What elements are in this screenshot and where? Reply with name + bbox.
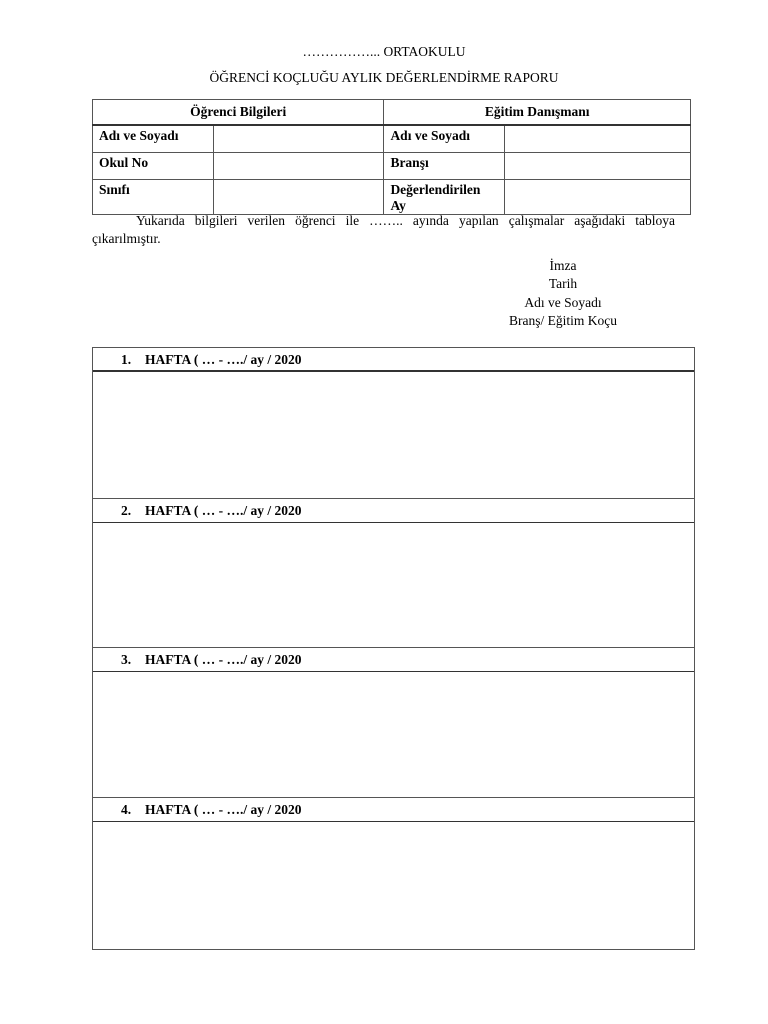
advisor-name-field[interactable]	[505, 125, 691, 153]
week-label: HAFTA ( … - …./ ay / 2020	[145, 503, 302, 518]
week-2-box	[92, 498, 695, 648]
school-name: ……………... ORTAOKULU	[302, 44, 466, 59]
week-label: HAFTA ( … - …./ ay / 2020	[145, 352, 302, 367]
signer-branch-label: Branş/ Eğitim Koçu	[509, 313, 617, 328]
advisor-header: Eğitim Danışmanı	[384, 100, 691, 126]
table-row	[93, 153, 691, 180]
school-no-label: Okul No	[93, 153, 214, 180]
week-number: 2.	[121, 503, 132, 518]
week-1-box	[92, 347, 695, 499]
evaluated-month-label: Değerlendirilen Ay	[384, 180, 505, 215]
week-2-header	[93, 499, 694, 523]
student-info-table	[92, 99, 691, 215]
table-row	[93, 125, 691, 153]
evaluated-month-field[interactable]	[505, 180, 691, 215]
week-number: 1.	[121, 352, 132, 367]
week-4-box	[92, 797, 695, 950]
week-label: HAFTA ( … - …./ ay / 2020	[145, 652, 302, 667]
week-3-box	[92, 647, 695, 798]
table-row	[93, 180, 691, 215]
branch-label: Branşı	[384, 153, 505, 180]
info-table-header	[93, 100, 691, 126]
student-name-field[interactable]	[213, 125, 384, 153]
school-no-field[interactable]	[213, 153, 384, 180]
intro-paragraph: Yukarıda bilgileri verilen öğrenci ile …….. ayında yapılan çalışmalar aşağıdaki tabloya çıkarılmıştır.	[92, 213, 675, 246]
advisor-name-label: Adı ve Soyadı	[384, 125, 505, 153]
report-title: ÖĞRENCİ KOÇLUĞU AYLIK DEĞERLENDİRME RAPORU	[209, 70, 559, 85]
date-label: Tarih	[548, 276, 578, 291]
student-info-header: Öğrenci Bilgileri	[93, 100, 384, 126]
student-name-label: Adı ve Soyadı	[93, 125, 214, 153]
class-field[interactable]	[213, 180, 384, 215]
class-label: Sınıfı	[93, 180, 214, 215]
week-1-header	[93, 348, 694, 372]
week-label: HAFTA ( … - …./ ay / 2020	[145, 802, 302, 817]
signer-name-label: Adı ve Soyadı	[524, 295, 602, 310]
week-number: 3.	[121, 652, 132, 667]
branch-field[interactable]	[505, 153, 691, 180]
signature-label: İmza	[549, 258, 577, 273]
week-4-header	[93, 798, 694, 822]
week-3-header	[93, 648, 694, 672]
week-number: 4.	[121, 802, 132, 817]
